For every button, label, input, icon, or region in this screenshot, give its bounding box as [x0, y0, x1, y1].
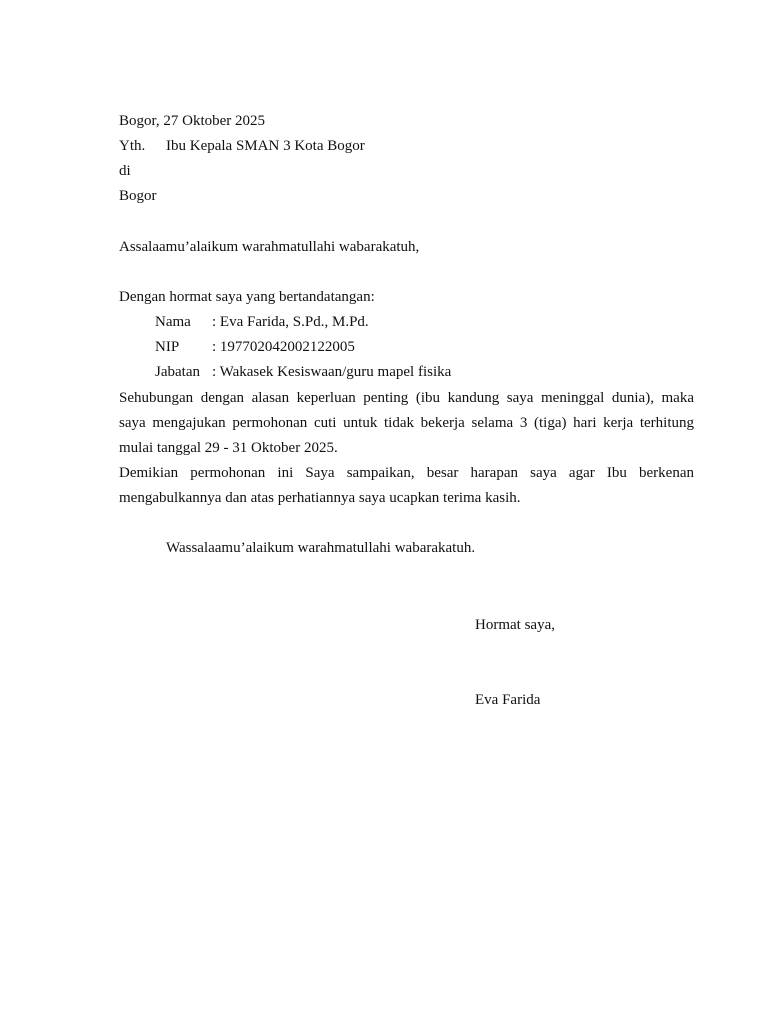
recipient-prefix: Yth.	[119, 138, 146, 154]
identity-label: NIP	[155, 339, 180, 355]
paragraph-line: saya mengajukan permohonan cuti untuk tidak bekerja selama 3 (tiga) hari kerja terhitung	[119, 415, 694, 431]
place-date: Bogor, 27 Oktober 2025	[119, 113, 266, 129]
identity-label: Jabatan	[155, 364, 200, 380]
paragraph-line: mengabulkannya dan atas perhatiannya saya ucapkan terima kasih.	[119, 490, 521, 506]
paragraph-line: Sehubungan dengan alasan keperluan penting (ibu kandung saya meninggal dunia), maka	[119, 390, 694, 406]
recipient-name: Ibu Kepala SMAN 3 Kota Bogor	[166, 138, 365, 154]
identity-label: Nama	[155, 314, 191, 330]
signer-name: Eva Farida	[475, 692, 541, 708]
paragraph-line: mulai tanggal 29 - 31 Oktober 2025.	[119, 440, 338, 456]
body-paragraph-1	[119, 386, 694, 461]
recipient-city: Bogor	[119, 188, 157, 204]
intro-line: Dengan hormat saya yang bertandatangan:	[119, 289, 375, 305]
signoff: Hormat saya,	[475, 617, 555, 633]
recipient-di: di	[119, 163, 131, 179]
paragraph-line: Demikian permohonan ini Saya sampaikan, besar harapan saya agar Ibu berkenan	[119, 465, 694, 481]
opening-greeting: Assalaamu’alaikum warahmatullahi wabarakatuh,	[119, 239, 420, 255]
identity-value: : Eva Farida, S.Pd., M.Pd.	[212, 314, 369, 330]
closing-greeting: Wassalaamu’alaikum warahmatullahi wabarakatuh.	[166, 540, 476, 556]
identity-value: : Wakasek Kesiswaan/guru mapel fisika	[212, 364, 452, 380]
body-paragraph-2	[119, 461, 694, 511]
identity-value: : 197702042002122005	[212, 339, 355, 355]
